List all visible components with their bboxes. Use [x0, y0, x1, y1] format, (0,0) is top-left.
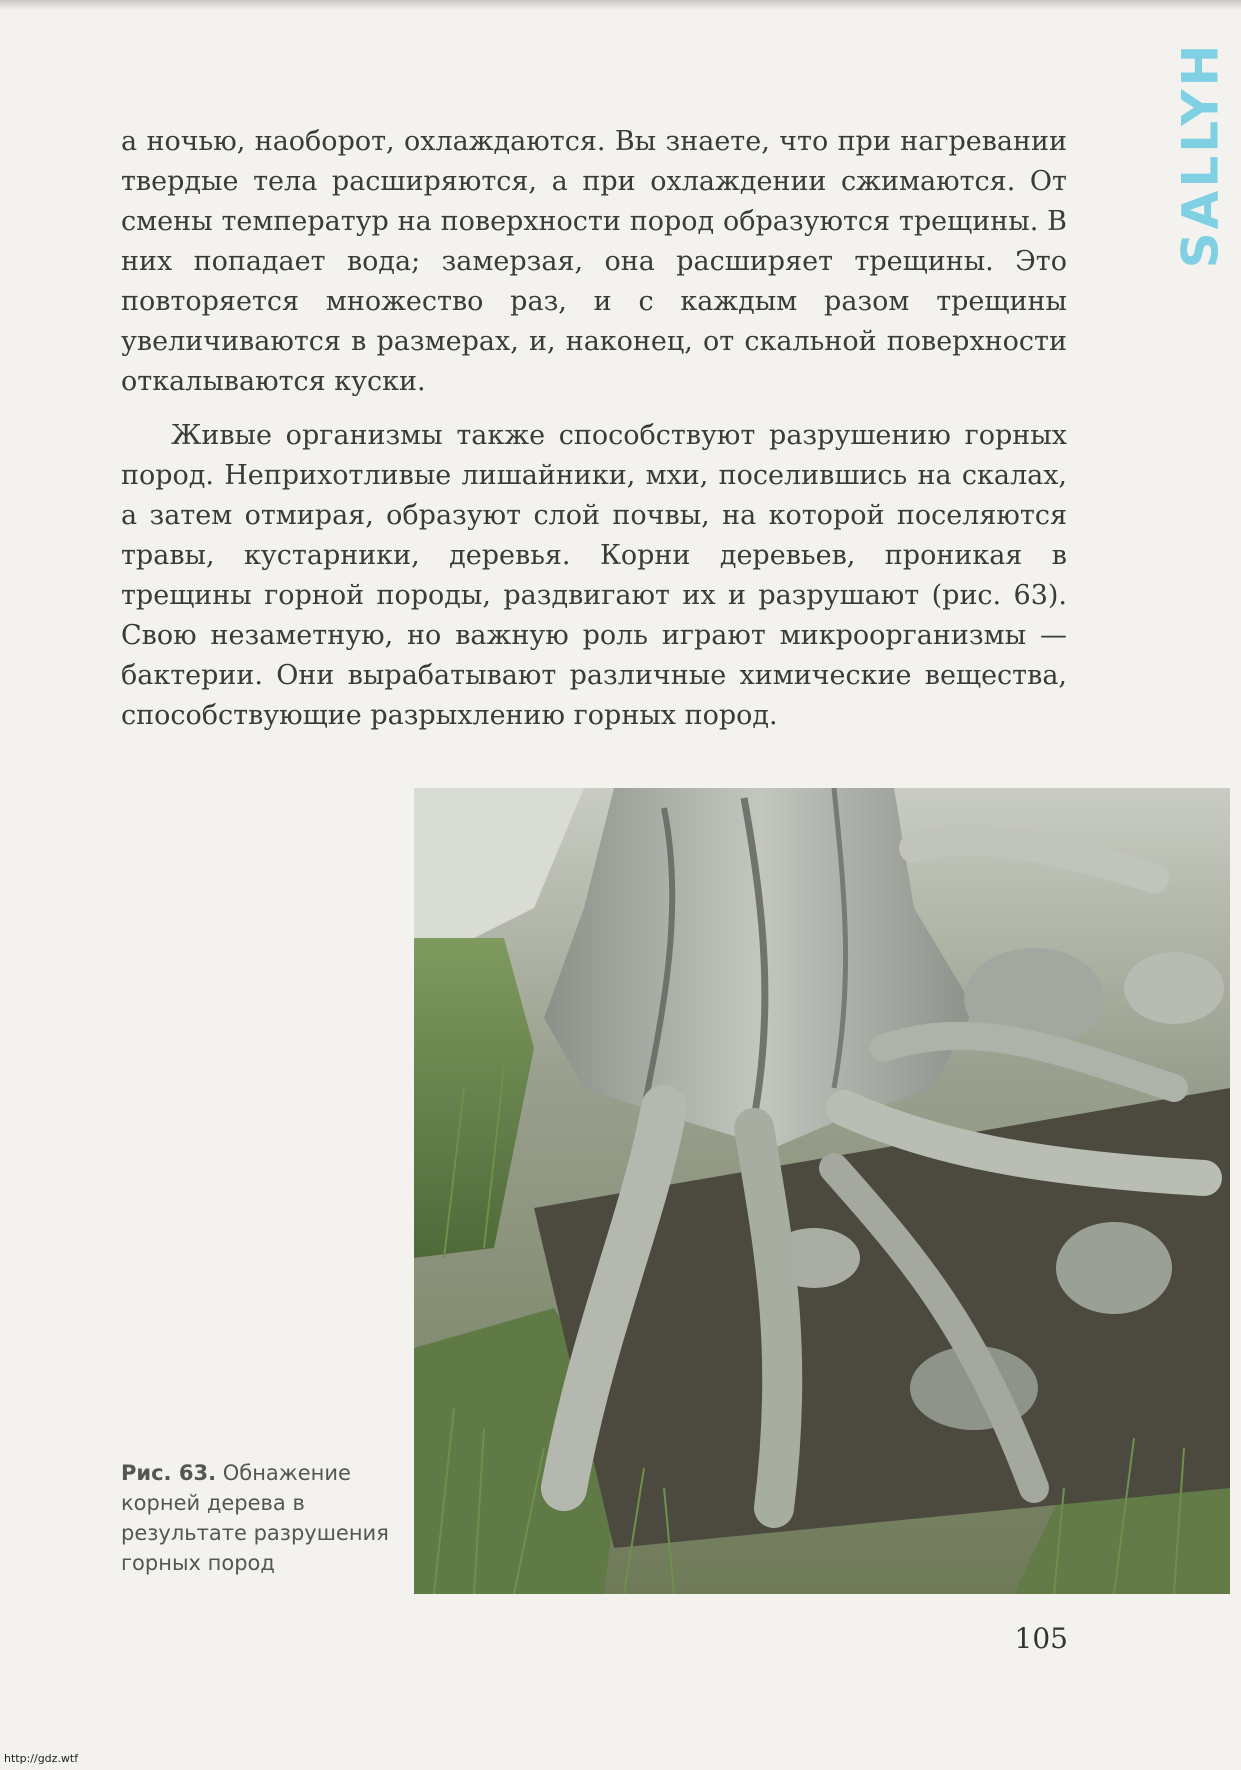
side-tab-text: SALLYH [1171, 41, 1230, 269]
figure-caption [121, 1458, 391, 1578]
side-tab-watermark [1170, 20, 1230, 290]
main-text [121, 122, 1067, 738]
page-number: 105 [1014, 1622, 1068, 1655]
tree-roots-illustration [414, 788, 1230, 1594]
figure-caption-text: Обнажение корней дерева в результате разрушения горных пород [121, 1461, 389, 1575]
footer-url: http://gdz.wtf [4, 1752, 79, 1765]
figure-label: Рис. 63. [121, 1461, 217, 1485]
paragraph-2: Живые организмы также способствуют разрушению горных пород. Неприхотливые лишайники, мхи, поселившись на скалах, а затем отмирая, образуют слой почвы, на которой поселяются травы, кустарники, деревья. Корни деревьев, проникая в трещины горной породы, раздвигают их и разрушают (рис. 63). Свою незаметную, но важную роль играют микроорганизмы — бактерии. Они вырабатывают различные химические вещества, способствующие разрыхлению горных пород. [121, 420, 1067, 731]
tree-roots-photo [414, 788, 1230, 1594]
paragraph-1: а ночью, наоборот, охлаждаются. Вы знаете, что при нагревании твердые тела расширяются, а при охлаждении сжимаются. От смены температур на поверхности пород образуются трещины. В них попадает вода; замерзая, она расширяет трещины. Это повторяется множество раз, и с каждым разом трещины увеличиваются в размерах, и, наконец, от скальной поверхности откалываются куски. [121, 126, 1067, 397]
